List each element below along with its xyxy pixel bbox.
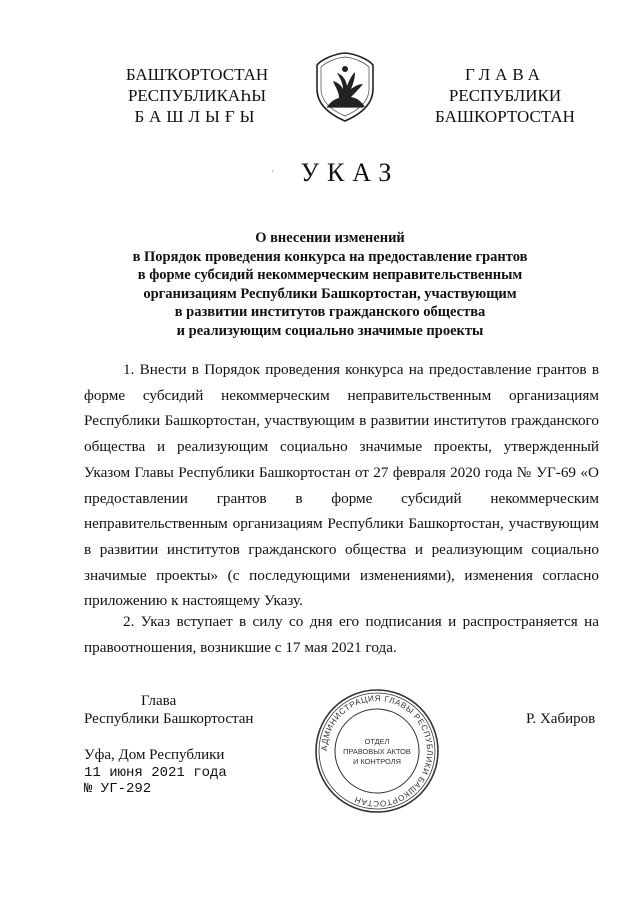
- stamp-inner-line-1: ОТДЕЛ: [364, 737, 390, 746]
- header-right-line-3: БАШКОРТОСТАН: [435, 107, 575, 126]
- document-title: [120, 229, 540, 340]
- paragraph-1: 1. Внести в Порядок проведения конкурса на предоставление грантов в форме субсидий некоммерческим неправительственным организациям Республики Башкортостан, участвующим в развитии институтов гражданского общества и реализующим социально значимые проекты, утвержденный Указом Главы Республики Башкортостан от 27 февраля 2020 года № УГ-69 «О предоставлении грантов в форме субсидий некоммерческим неправительственным организациям Республики Башкортостан, участвующим в развитии институтов гражданского общества и реализующим социально значимые проекты» (с последующими изменениями), изменения согласно приложению к настоящему Указу.: [84, 361, 599, 610]
- paragraph-2: 2. Указ вступает в силу со дня его подписания и распространяется на правоотношения, возникшие с 17 мая 2021 года.: [84, 613, 599, 656]
- document-type: УКАЗ: [300, 158, 400, 187]
- document-date: 11 июня 2021 года: [84, 765, 227, 781]
- header-left: [108, 64, 286, 127]
- scan-mark: ´: [271, 170, 275, 181]
- signature-position-line-1: Глава: [141, 693, 177, 709]
- header-right-line-2: РЕСПУБЛИКИ: [448, 86, 562, 105]
- coat-of-arms-icon: [313, 51, 377, 123]
- header-left-line-3: БАШЛЫҒЫ: [134, 107, 260, 126]
- stamp-inner-line-2: ПРАВОВЫХ АКТОВ: [343, 747, 411, 756]
- header-right: [410, 64, 600, 127]
- official-stamp: [314, 688, 440, 814]
- title-line-1: О внесении изменений: [255, 230, 405, 246]
- place-of-signing: Уфа, Дом Республики: [84, 747, 225, 763]
- document-number: № УГ-292: [84, 781, 152, 797]
- signature-position-line-2: Республики Башкортостан: [84, 711, 254, 727]
- header-right-line-1: ГЛАВА: [465, 65, 545, 84]
- title-line-4: организациям Республики Башкортостан, участвующим: [143, 285, 517, 302]
- title-line-2: в Порядок проведения конкурса на предоставление грантов: [132, 248, 528, 265]
- stamp-inner-line-3: И КОНТРОЛЯ: [353, 757, 401, 766]
- title-line-5: в развитии институтов гражданского общества: [174, 304, 486, 320]
- title-line-6: и реализующим социально значимые проекты: [176, 322, 484, 339]
- stamp-outer-text: АДМИНИСТРАЦИЯ ГЛАВЫ РЕСПУБЛИКИ БАШКОРТОСТАН: [319, 693, 435, 809]
- title-line-3: в форме субсидий некоммерческим неправительственным: [137, 267, 523, 283]
- header-left-line-2: РЕСПУБЛИКАҺЫ: [127, 86, 267, 105]
- signatory-name: Р. Хабиров: [526, 711, 596, 727]
- header-left-line-1: БАШҠОРТОСТАН: [125, 65, 269, 84]
